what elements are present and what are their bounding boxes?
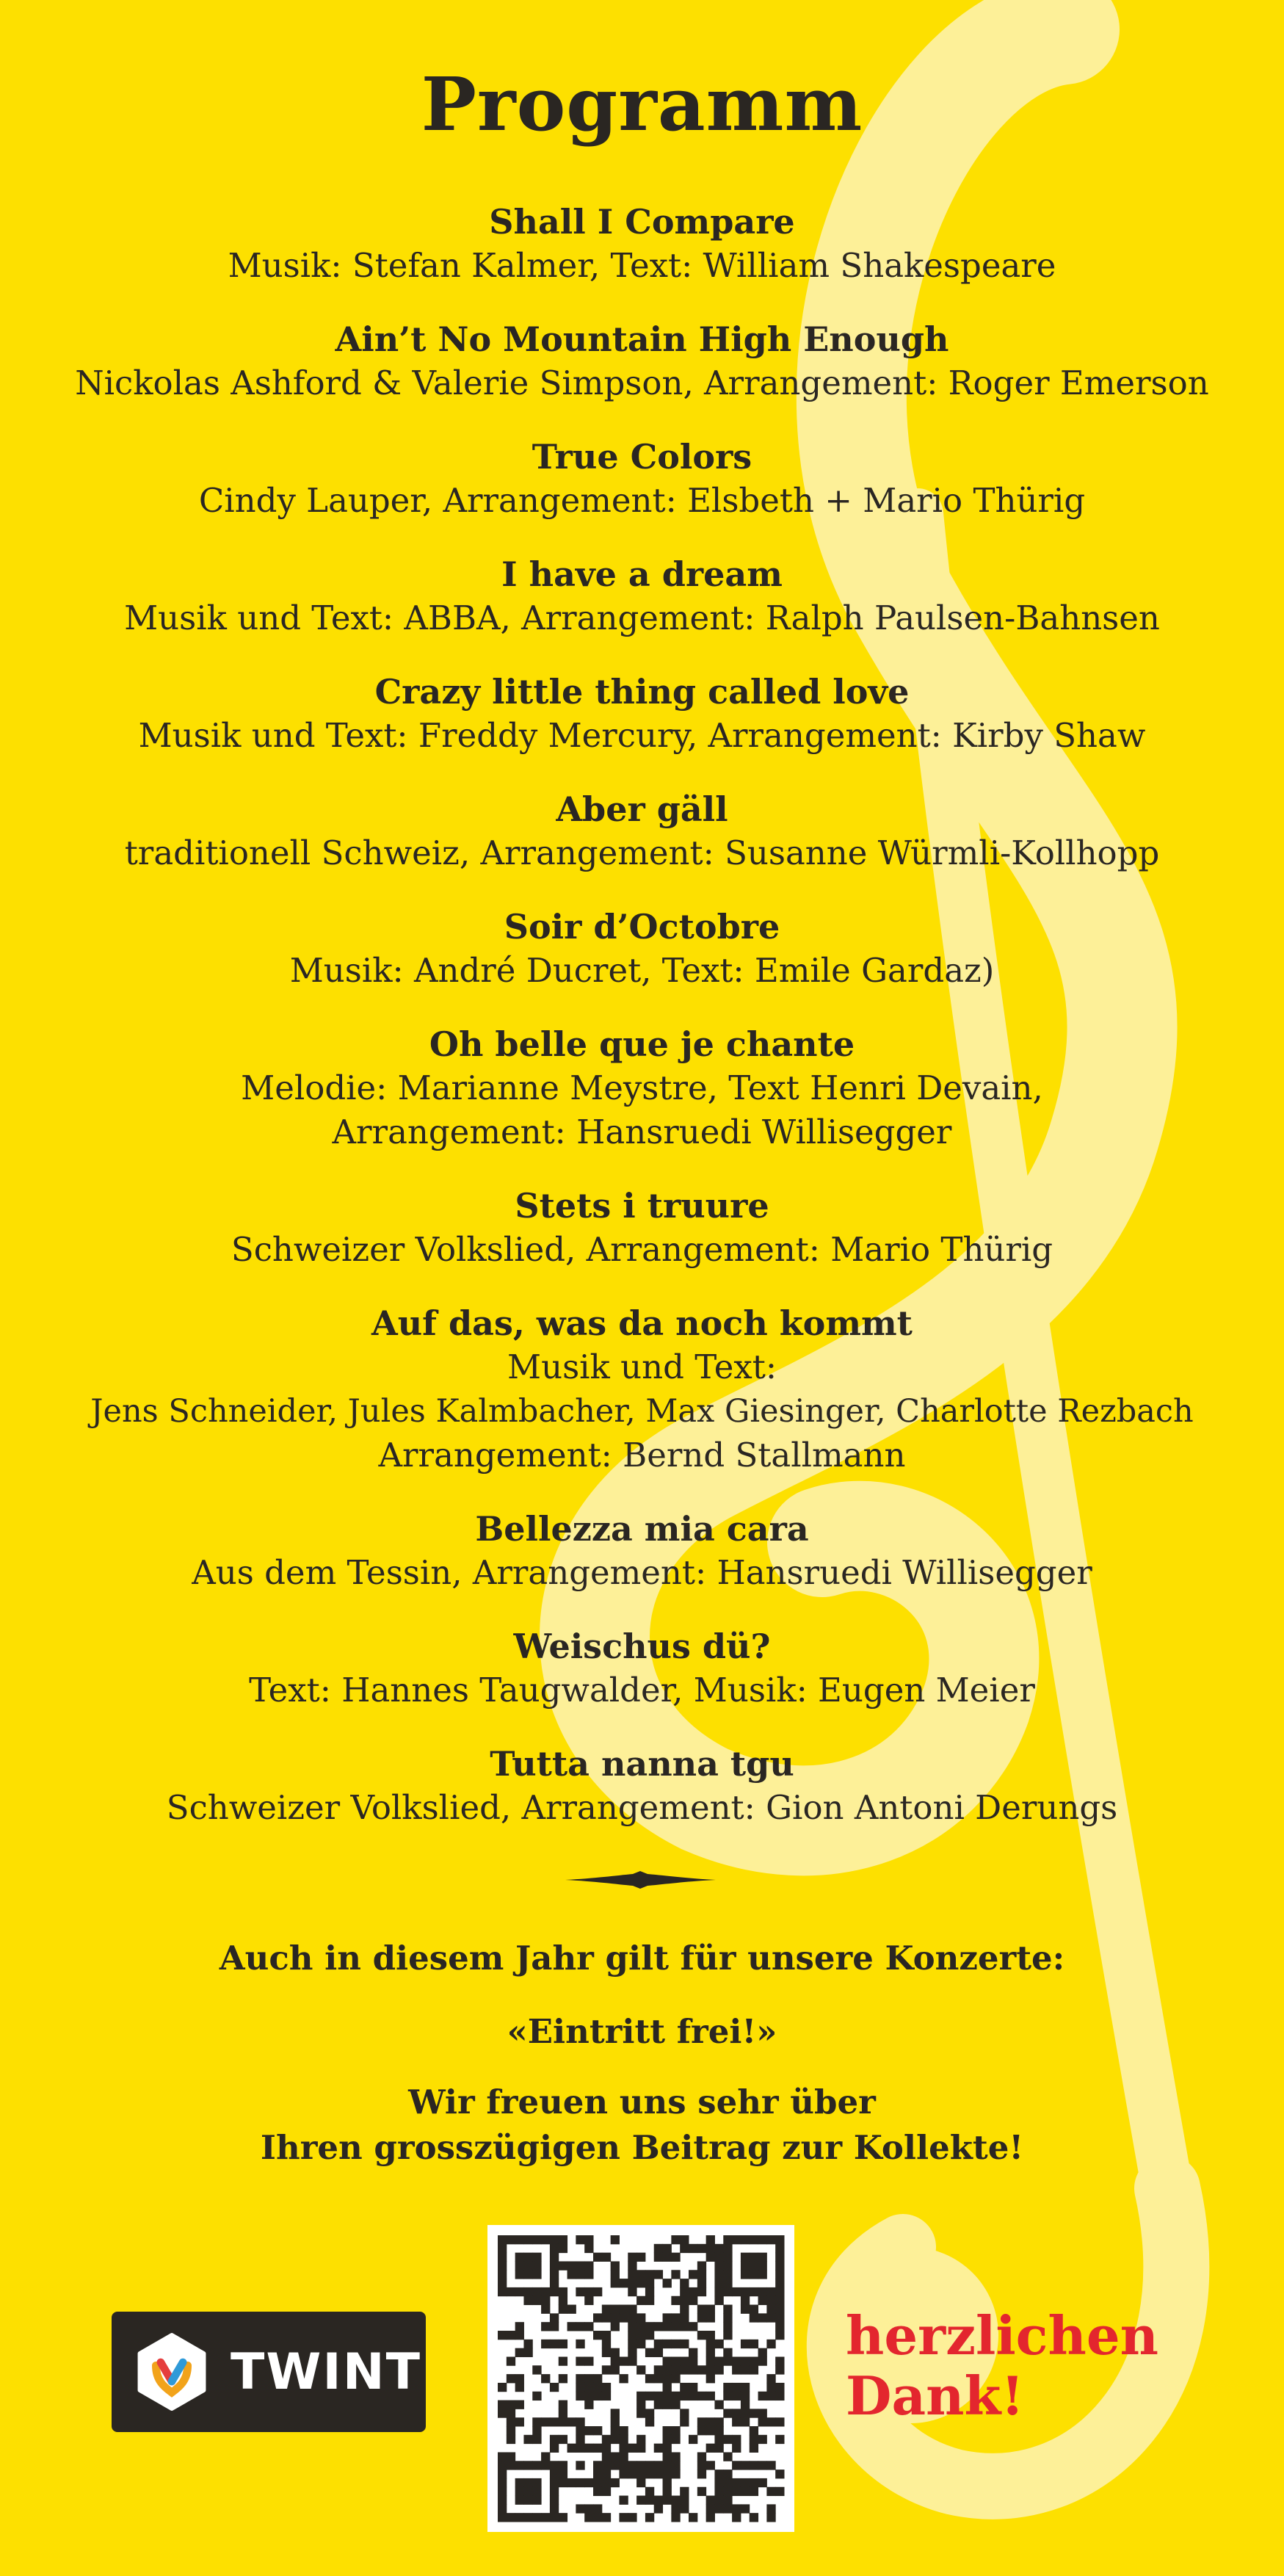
song-title: Bellezza mia cara xyxy=(475,1509,809,1549)
song-title: I have a dream xyxy=(501,554,783,594)
program-item xyxy=(0,1184,1284,1272)
program-item xyxy=(0,1301,1284,1477)
song-title: Tutta nanna tgu xyxy=(490,1744,794,1784)
thanks-line1: herzlichen xyxy=(846,2304,1159,2367)
song-credit: Musik: André Ducret, Text: Emile Gardaz) xyxy=(289,951,995,990)
song-credit: Nickolas Ashford & Valerie Simpson, Arrangement: Roger Emerson xyxy=(75,363,1209,402)
song-title: Oh belle que je chante xyxy=(429,1024,855,1064)
program-item xyxy=(0,787,1284,875)
song-credit: Musik und Text: xyxy=(507,1347,777,1386)
song-credit: Schweizer Volkslied, Arrangement: Gion Antoni Derungs xyxy=(166,1788,1118,1827)
song-credit: Aus dem Tessin, Arrangement: Hansruedi Willisegger xyxy=(192,1553,1092,1592)
song-credit: Jens Schneider, Jules Kalmbacher, Max Giesinger, Charlotte Rezbach xyxy=(90,1393,1194,1430)
song-title: Soir d’Octobre xyxy=(504,907,780,947)
program-item xyxy=(0,435,1284,523)
qr-code xyxy=(487,2225,794,2532)
song-credit: Text: Hannes Taugwalder, Musik: Eugen Meier xyxy=(249,1671,1035,1710)
song-credit: Melodie: Marianne Meystre, Text Henri Devain, xyxy=(241,1068,1043,1107)
song-credit: Musik und Text: ABBA, Arrangement: Ralph Paulsen-Bahnsen xyxy=(124,598,1160,637)
program-item xyxy=(0,1624,1284,1712)
qr-code-icon xyxy=(487,2225,794,2532)
collection-note-line1: Wir freuen uns sehr über xyxy=(408,2083,876,2121)
program-item xyxy=(0,1742,1284,1830)
song-title: Aber gäll xyxy=(556,789,728,829)
song-title: True Colors xyxy=(532,437,752,477)
song-credit: Musik und Text: Freddy Mercury, Arrangement: Kirby Shaw xyxy=(138,716,1146,755)
program-item xyxy=(0,1022,1284,1154)
song-title: Shall I Compare xyxy=(489,202,795,242)
song-credit: Musik: Stefan Kalmer, Text: William Shakespeare xyxy=(228,246,1056,285)
ornament-divider xyxy=(565,1871,716,1889)
program-item xyxy=(0,552,1284,640)
twint-label: TWINT xyxy=(231,2342,421,2401)
song-credit: Cindy Lauper, Arrangement: Elsbeth + Mario Thürig xyxy=(198,481,1086,520)
song-title: Ain’t No Mountain High Enough xyxy=(335,319,949,359)
song-credit: traditionell Schweiz, Arrangement: Susanne Würmli-Kollhopp xyxy=(124,833,1160,872)
song-title: Auf das, was da noch kommt xyxy=(371,1303,913,1343)
thanks-text xyxy=(846,2306,1198,2426)
song-title: Weischus dü? xyxy=(513,1627,771,1666)
page-title: Programm xyxy=(421,61,863,148)
free-entry: «Eintritt frei!» xyxy=(507,2012,777,2051)
thanks-line2: Dank! xyxy=(846,2365,1024,2427)
program-item xyxy=(0,1507,1284,1595)
twint-badge xyxy=(112,2312,426,2432)
program-item xyxy=(0,317,1284,405)
song-credit: Schweizer Volkslied, Arrangement: Mario Thürig xyxy=(231,1230,1053,1269)
song-credit: Arrangement: Bernd Stallmann xyxy=(378,1436,906,1475)
song-credit: Arrangement: Hansruedi Willisegger xyxy=(332,1112,952,1151)
program-item xyxy=(0,200,1284,288)
song-title: Stets i truure xyxy=(515,1186,769,1226)
concert-note: Auch in diesem Jahr gilt für unsere Konzerte: xyxy=(219,1939,1065,1978)
program-item xyxy=(0,905,1284,993)
program-item xyxy=(0,670,1284,758)
collection-note-line2: Ihren grosszügigen Beitrag zur Kollekte! xyxy=(260,2128,1024,2167)
twint-logo-icon xyxy=(132,2332,211,2412)
song-title: Crazy little thing called love xyxy=(374,672,910,712)
